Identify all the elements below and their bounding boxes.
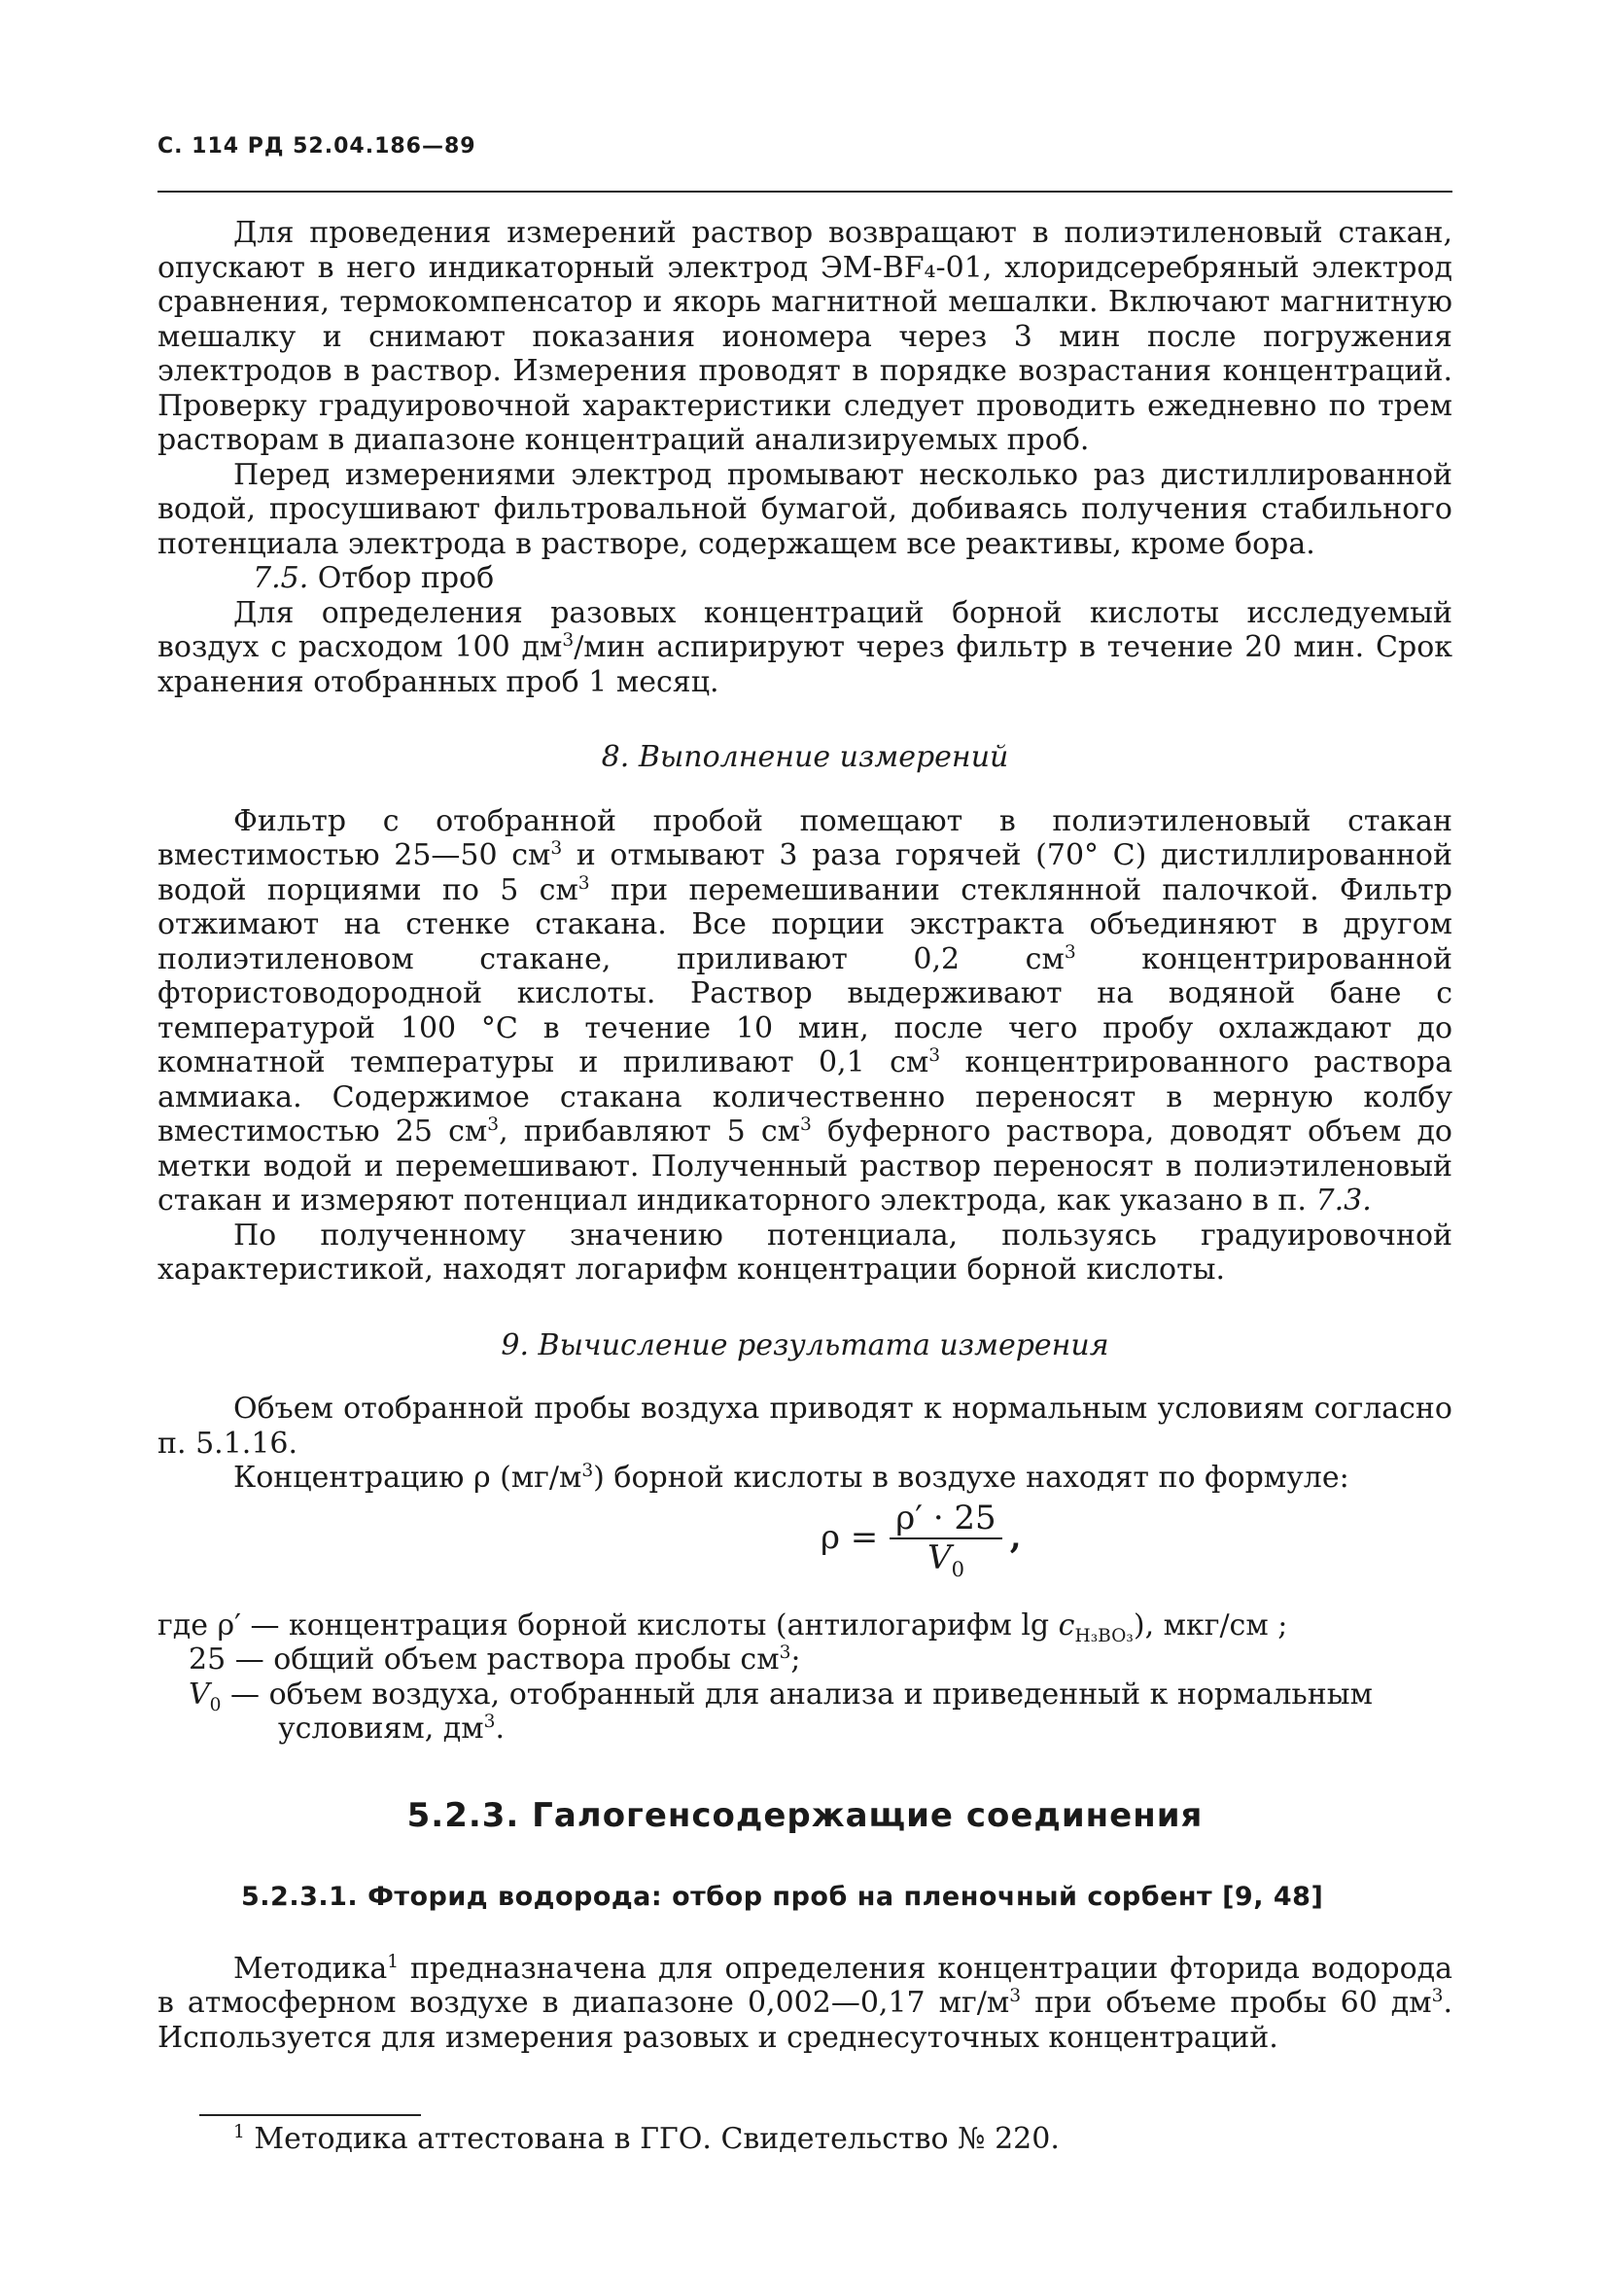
footnote-rule — [199, 2114, 421, 2116]
footnote — [233, 2122, 1060, 2157]
section-8-heading: 8. Выполнение измерений — [601, 740, 1009, 774]
paragraph-electrode-rinse: Перед измерениями электрод промывают несколько раз дистиллированной водой, просушивают фильтровальной бумагой, добиваясь получения стабильного потенциала электрода в растворе, содержащем все реактивы, кроме бора. — [157, 457, 1452, 561]
subsection-7-5 — [157, 561, 1452, 596]
legend-v0: $V_0$ — объем воздуха, отобранный для анализа и приведенный к нормальным — [189, 1677, 1373, 1715]
formula-denominator: $V_0$ — [927, 1538, 964, 1581]
formula-legend — [157, 1608, 1452, 1747]
section-9-heading: 9. Вычисление результата измерения — [501, 1327, 1109, 1362]
paragraph-potential: По полученному значению потенциала, пользуясь градуировочной характеристикой, находят логарифм концентрации борной кислоты. — [157, 1218, 1452, 1287]
heading-5-2-3-1: 5.2.3.1. Фторид водорода: отбор проб на пленочный сорбент [9, 48] — [241, 1882, 1324, 1912]
paragraph-concentration-formula-intro: Концентрацию ρ $(мг/м^3)$ борной кислоты в воздухе находят по формуле: — [233, 1461, 1349, 1495]
legend-25: 25 — общий объем раствора пробы $см^3$; — [189, 1643, 801, 1677]
paragraph-normal-conditions: Объем отобранной пробы воздуха приводят к нормальным условиям согласно п. 5.1.16. — [157, 1392, 1452, 1461]
formula-numerator: ρ′ · 25 — [890, 1501, 1001, 1540]
reference-7-3: 7.3. — [1315, 1183, 1372, 1218]
legend-v0-cont: условиям, $дм^3$. — [278, 1712, 505, 1746]
formula-block — [157, 1498, 1452, 1605]
subsection-7-5-title: Отбор проб — [317, 561, 495, 595]
footnote-text: Методика аттестована в ГГО. Свидетельство № 220. — [254, 2122, 1060, 2156]
heading-5-2-3: 5.2.3. Галогенсодержащие соединения — [406, 1795, 1204, 1835]
subsection-7-5-number: 7.5. — [253, 561, 309, 595]
footnote-mark: 1 — [233, 2122, 245, 2142]
paragraph-sampling: Для определения разовых концентраций борной кислоты исследуемый воздух с расходом 100 $дм^3$/мин аспирируют через фильтр в течение 20 мин. Срок хранения отобранных проб 1 месяц. — [157, 595, 1453, 699]
paragraph-method: Методика$^1$ предназначена для определения концентрации фторида водорода в атмосферном воздухе в диапазоне 0,002—0,17 $мг/м^3$ при объеме пробы 60 $дм^3$. Используется для измерения разовых и среднесуточных концентраций. — [157, 1951, 1453, 2055]
paragraph-filter-procedure: Фильтр с отобранной пробой помещают в полиэтиленовый стакан вместимостью 25—50 $см^3$ и отмывают 3 раза горячей (70° С) дистиллированной водой порциями по 5 $см^3$ при перемешивании стеклянной палочкой. Фильтр отжимают на стенке стакана. Все порции экстракта объединяют в другом полиэтиленовом стакане, приливают 0,2 $см^3$ концентрированной фтористоводородной кислоты. Раствор выдерживают на водяной бане с температурой 100 °С в течение 10 мин, после чего пробу охлаждают до комнатной температуры и приливают 0,1 $см^3$ концентрированного раствора аммиака. Содержимое стакана количественно переносят в мерную колбу вместимостью 25 $см^3$, прибавляют 5 $см^3$ буферного раствора, доводят объем до метки водой и перемешивают. Полученный раствор переносят в полиэтиленовый стакан и измеряют потенциал индикаторного электрода, как указано в п. 7.3. — [157, 803, 1453, 1218]
concentration-formula: ρ = $\frac{\rho' \cdot 25}{V_0}$ , — [821, 1498, 1022, 1581]
paragraph-measurement: Для проведения измерений раствор возвращают в полиэтиленовый стакан, опускают в него индикаторный электрод ЭМ-BF₄-01, хлоридсеребряный электрод сравнения, термокомпенсатор и якорь магнитной мешалки. Включают магнитную мешалку и снимают показания иономера через 3 мин после погружения электродов в раствор. Измерения проводят в порядке возрастания концентраций. Проверку градуировочной характеристики следует проводить ежедневно по трем растворам в диапазоне концентраций анализируемых проб. — [157, 216, 1452, 457]
legend-rho-prime: где ρ′ — концентрация борной кислоты (антилогарифм $\lg c_{H_3BO_3}$), мкг/см ; — [157, 1607, 1288, 1646]
page-header: С. 114 РД 52.04.186—89 — [157, 134, 476, 159]
page-body — [157, 216, 1452, 2055]
header-rule — [157, 191, 1452, 193]
